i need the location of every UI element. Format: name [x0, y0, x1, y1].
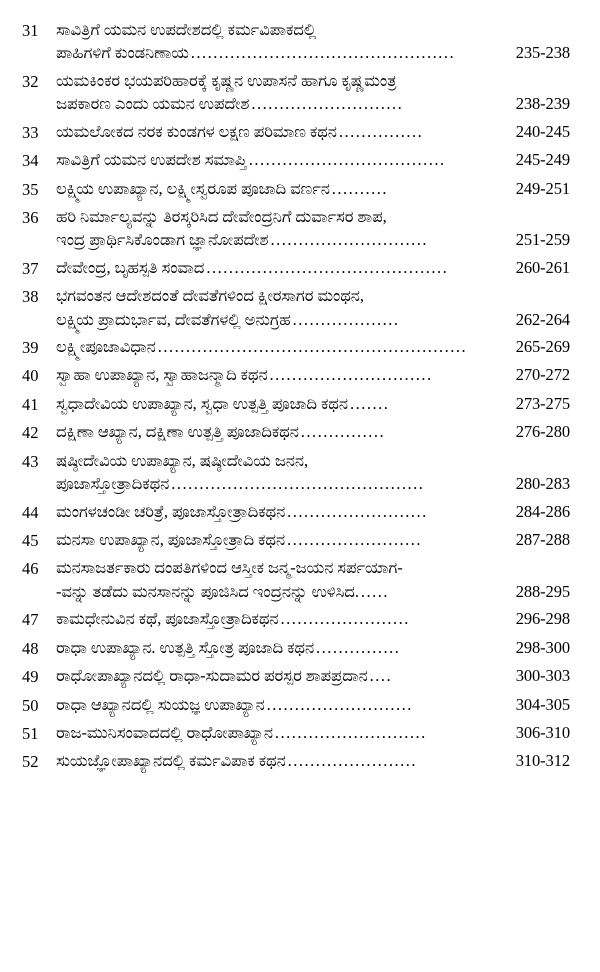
toc-entry-number: 38 [22, 287, 39, 307]
toc-entry-number: 52 [22, 752, 39, 772]
toc-entry-title-last-line [56, 335, 570, 358]
toc-entry[interactable] [22, 69, 570, 116]
toc-leader-dots: ............................................... [190, 43, 456, 63]
toc-entry-title-last-line [56, 528, 570, 551]
toc-entry-number: 49 [22, 667, 39, 687]
toc-entry-number: 47 [22, 610, 39, 630]
toc-entry-body [56, 420, 570, 443]
toc-entry-body [56, 636, 570, 659]
toc-entry-title-text: ಸುಯಜ್ಞೋಪಾಖ್ಯಾನದಲ್ಲಿ ಕರ್ಮವಿಪಾಕ ಕಥನ [56, 751, 286, 771]
toc-entry[interactable] [22, 177, 570, 201]
toc-entry-title-text: ರಾಧಾ ಆಖ್ಯಾನದಲ್ಲಿ ಸುಯಜ್ಞ ಉಪಾಖ್ಯಾನ [56, 694, 265, 714]
toc-entry-title-last-line [56, 308, 570, 331]
toc-entry-page-range: 310-312 [515, 751, 570, 771]
toc-entry-number: 51 [22, 723, 39, 743]
toc-entry-title-last-line [56, 363, 570, 386]
toc-leader-dots: ....................... [280, 609, 410, 629]
toc-entry-body [56, 148, 570, 171]
toc-entry-number: 31 [22, 21, 39, 40]
toc-entry-page-range: 284-286 [515, 501, 570, 521]
toc-entry[interactable] [22, 556, 570, 603]
toc-entry-body [56, 335, 570, 358]
toc-entry-body [56, 363, 570, 386]
toc-entry-title-last-line [56, 472, 570, 495]
toc-entry-page-range: 235-238 [515, 43, 570, 63]
toc-entry-title-text: ರಾಜ-ಮುನಿಸಂವಾದದಲ್ಲಿ ರಾಧೋಪಾಖ್ಯಾನ [56, 722, 273, 742]
toc-entry-body [56, 556, 570, 603]
toc-entry[interactable] [22, 449, 570, 496]
toc-entry-title-line: ಮನಸಾಜರ್ತಕಾರು ದಂಪತಿಗಳಿಂದ ಆಸ್ತೀಕ ಜನ್ಮ-ಜಯನ ಸರ್ಪಯಾಗ- [56, 558, 403, 578]
toc-entry-title-text: ಇಂದ್ರ ಪ್ರಾರ್ಥಿಸಿಕೊಂಡಾಗ ಜ್ಞಾನೋಪದೇಶ [56, 230, 269, 250]
toc-entry-page-range: 296-298 [515, 609, 570, 629]
toc-entry-title-text: ಪೂಜಾಸ್ತೋತ್ರಾದಿಕಥನ [56, 474, 170, 494]
toc-entry-body [56, 449, 570, 496]
toc-entry-body [56, 256, 570, 279]
toc-entry-title-line: ಯಮಕಿಂಕರ ಭಯಪರಿಹಾರಕ್ಕೆ ಕೃಷ್ಣನ ಉಪಾಸನೆ ಹಾಗೂ ಕೃಷ್ಣಮಂತ್ರ [56, 70, 397, 90]
toc-entry-number: 44 [22, 502, 39, 522]
toc-entry-number: 33 [22, 122, 39, 142]
toc-leader-dots: ....... [349, 393, 390, 413]
toc-entry-page-range: 260-261 [515, 257, 570, 277]
toc-entry-page-range: 238-239 [515, 94, 570, 114]
toc-entry-title-last-line [56, 664, 570, 687]
toc-entry-page-range: 249-251 [515, 178, 570, 198]
toc-entry[interactable] [22, 528, 570, 552]
toc-entry-title-last-line [56, 693, 570, 716]
toc-entry-number: 45 [22, 531, 39, 551]
toc-entry[interactable] [22, 636, 570, 660]
toc-entry-title-line: ಷಷ್ಠೀದೇವಿಯ ಉಪಾಖ್ಯಾನ, ಷಷ್ಠೀದೇವಿಯ ಜನನ, [56, 450, 308, 470]
toc-entry-page-range: 280-283 [515, 474, 570, 494]
toc-entry-title-text: ಕಾಮಧೇನುವಿನ ಕಥೆ, ಪೂಜಾಸ್ತೋತ್ರಾದಿಕಥನ [56, 609, 279, 629]
toc-entry[interactable] [22, 693, 570, 717]
toc-entry[interactable] [22, 500, 570, 524]
toc-entry-number: 34 [22, 151, 39, 171]
toc-entry-title-last-line [56, 228, 570, 251]
toc-entry-body [56, 500, 570, 523]
toc-entry[interactable] [22, 664, 570, 688]
toc-entry[interactable] [22, 420, 570, 444]
toc-entry-page-range: 300-303 [515, 666, 570, 686]
toc-entry[interactable] [22, 721, 570, 745]
toc-entry-title-last-line [56, 256, 570, 279]
toc-entry-body [56, 693, 570, 716]
toc-entry-title-last-line [56, 500, 570, 523]
toc-entry-body [56, 177, 570, 200]
toc-entry-title-last-line [56, 749, 570, 772]
toc-leader-dots: ......................... [287, 501, 428, 521]
toc-entry-title-last-line [56, 92, 570, 115]
toc-entry-number: 32 [22, 71, 39, 91]
toc-entry-page-range: 245-249 [515, 150, 570, 170]
toc-entry-title-text: ಯಮಲೋಕದ ನರಕ ಕುಂಡಗಳ ಲಕ್ಷಣ ಪರಿಮಾಣ ಕಥನ [56, 121, 337, 141]
toc-entry[interactable] [22, 607, 570, 631]
toc-entry[interactable] [22, 256, 570, 280]
toc-entry[interactable] [22, 18, 570, 65]
toc-entry[interactable] [22, 335, 570, 359]
toc-entry-title-last-line [56, 177, 570, 200]
toc-entry-page-range: 251-259 [515, 230, 570, 250]
toc-entry-title-text: ಲಕ್ಷ್ಮಿಯ ಪ್ರಾದುರ್ಭಾವ, ದೇವತೆಗಳಲ್ಲಿ ಅನುಗ್ರಹ [56, 309, 291, 329]
toc-entry-number: 50 [22, 695, 39, 715]
toc-entry-number: 40 [22, 366, 39, 386]
toc-entry[interactable] [22, 749, 570, 773]
toc-entry-body [56, 749, 570, 772]
toc-entry-title-text: ಲಕ್ಷ್ಮೀಪೂಜಾವಿಧಾನ [56, 337, 156, 357]
toc-entry-body [56, 69, 570, 116]
toc-entry-title-last-line [56, 636, 570, 659]
toc-entry-title-last-line [56, 420, 570, 443]
toc-entry-number: 41 [22, 394, 39, 414]
toc-entry-title-text: ದಕ್ಷಿಣಾ ಆಖ್ಯಾನ, ದಕ್ಷಿಣಾ ಉತ್ಪತ್ತಿ ಪೂಜಾದಿಕಥನ [56, 422, 299, 442]
toc-entry-title-text: ಸಾವಿತ್ರಿಗೆ ಯಮನ ಉಪದೇಶ ಸಮಾಪ್ತಿ [56, 150, 247, 170]
toc-entry[interactable] [22, 120, 570, 144]
toc-entry-body [56, 664, 570, 687]
toc-leader-dots: ........................... [274, 722, 427, 742]
toc-entry-title-line: ಸಾವಿತ್ರಿಗೆ ಯಮನ ಉಪದೇಶದಲ್ಲಿ ಕರ್ಮವಿಪಾಕದಲ್ಲಿ [56, 20, 317, 39]
toc-entry-number: 37 [22, 258, 39, 278]
toc-entry[interactable] [22, 284, 570, 331]
toc-entry-title-last-line [56, 148, 570, 171]
toc-entry[interactable] [22, 363, 570, 387]
toc-entry[interactable] [22, 392, 570, 416]
toc-entry-title-text: -ವನ್ನು ತಡೆದು ಮನಸಾನನ್ನು ಪೂಜಿಸಿದ ಇಂದ್ರನನ್ನು ಉಳಿಸಿದ. [56, 581, 359, 601]
toc-leader-dots: ................... [292, 309, 400, 329]
toc-entry-page-range: 304-305 [515, 694, 570, 714]
toc-entry-body [56, 528, 570, 551]
toc-entry-page-range: 265-269 [515, 337, 570, 357]
toc-entry-body [56, 392, 570, 415]
toc-entry-page-range: 287-288 [515, 530, 570, 550]
toc-entry-number: 36 [22, 207, 39, 227]
toc-leader-dots: ............... [338, 121, 424, 141]
toc-entry-body [56, 120, 570, 143]
toc-entry-title-text: ಸ್ವಧಾದೇವಿಯ ಉಪಾಖ್ಯಾನ, ಸ್ವಧಾ ಉತ್ಪತ್ತಿ ಪೂಜಾದಿ ಕಥನ [56, 393, 348, 413]
toc-entry-title-text: ಮನಸಾ ಉಪಾಖ್ಯಾನ, ಪೂಜಾಸ್ತೋತ್ರಾದಿ ಕಥನ [56, 530, 286, 550]
toc-entry-number: 46 [22, 559, 39, 579]
toc-list [22, 18, 570, 774]
toc-entry-page-range: 298-300 [515, 637, 570, 657]
toc-entry-number: 42 [22, 423, 39, 443]
toc-leader-dots: ....................... [287, 751, 418, 771]
toc-entry-title-text: ರಾಧೋಪಾಖ್ಯಾನದಲ್ಲಿ ರಾಧಾ-ಸುದಾಮರ ಪರಸ್ಪರ ಶಾಪಪ್ರದಾನ [56, 666, 368, 686]
toc-entry-number: 39 [22, 338, 39, 358]
toc-leader-dots: ........................ [287, 530, 423, 550]
toc-entry-page-range: 262-264 [515, 309, 570, 329]
toc-entry-number: 43 [22, 451, 39, 471]
toc-entry-title-last-line [56, 721, 570, 744]
toc-leader-dots: ................................... [248, 150, 446, 170]
toc-leader-dots: ............... [300, 422, 386, 442]
toc-entry-page-range: 276-280 [515, 422, 570, 442]
toc-entry-title-text: ದೇವೇಂದ್ರ, ಬೃಹಸ್ಪತಿ ಸಂವಾದ [56, 257, 205, 277]
toc-entry-title-line: ಭಗವಂತನ ಆದೇಶದಂತೆ ದೇವತೆಗಳಿಂದ ಕ್ಷೀರಸಾಗರ ಮಂಥನ, [56, 286, 364, 306]
toc-entry-page-range: 240-245 [515, 121, 570, 141]
toc-entry-title-text: ಲಕ್ಷ್ಮಿಯ ಉಪಾಖ್ಯಾನ, ಲಕ್ಷ್ಮೀಸ್ವರೂಪ ಪೂಜಾದಿ ವರ್ಣನ [56, 178, 330, 198]
toc-entry-title-text: ಸ್ವಾಹಾ ಉಪಾಖ್ಯಾನ, ಸ್ವಾಹಾಜನ್ಮಾದಿ ಕಥನ [56, 365, 268, 385]
toc-entry-number: 48 [22, 638, 39, 658]
toc-leader-dots: .......... [331, 178, 389, 198]
toc-entry-body [56, 721, 570, 744]
toc-entry-title-last-line [56, 120, 570, 143]
toc-entry-page-range: 288-295 [515, 581, 570, 601]
toc-leader-dots: .......................... [266, 694, 413, 714]
toc-leader-dots: ............................................. [171, 474, 425, 494]
toc-entry-page-range: 273-275 [515, 393, 570, 413]
toc-entry-title-last-line [56, 580, 570, 603]
toc-leader-dots: ........................................... [206, 257, 449, 277]
toc-entry-title-text: ಮಂಗಳಚಂಡೀ ಚರಿತ್ರೆ, ಪೂಜಾಸ್ತೋತ್ರಾದಿಕಥನ [56, 501, 286, 521]
toc-entry-title-text: ಪಾಹಿಗಳಿಗೆ ಕುಂಡನಿಣಾಯ [56, 43, 189, 63]
toc-entry-title-text: ಜಪಕಾರಣ ಎಂದು ಯಮನ ಉಪದೇಶ [56, 94, 250, 114]
toc-entry-title-last-line [56, 607, 570, 630]
toc-entry-title-last-line [56, 392, 570, 415]
toc-leader-dots: .... [369, 666, 393, 686]
toc-entry[interactable] [22, 148, 570, 172]
toc-entry-title-text: ರಾಧಾ ಉಪಾಖ್ಯಾನ. ಉತ್ಪತ್ತಿ ಸ್ತೋತ್ರ ಪೂಜಾದಿ ಕಥನ [56, 637, 315, 657]
toc-leader-dots: ....................................................... [157, 337, 468, 357]
toc-entry-page-range: 270-272 [515, 365, 570, 385]
toc-entry-title-line: ಹರಿ ನಿರ್ಮಾಲ್ಯವನ್ನು ತಿರಸ್ಕರಿಸಿದ ದೇವೇಂದ್ರನಿಗೆ ದುರ್ವಾಸರ ಶಾಪ, [56, 206, 387, 226]
toc-entry-body [56, 205, 570, 252]
toc-leader-dots: ............................ [270, 230, 428, 250]
toc-leader-dots: ..... [360, 581, 390, 601]
toc-entry-body [56, 284, 570, 331]
toc-entry-number: 35 [22, 179, 39, 199]
toc-entry-body [56, 607, 570, 630]
toc-entry-body [56, 18, 570, 65]
toc-entry[interactable] [22, 205, 570, 252]
toc-leader-dots: ............................. [269, 365, 433, 385]
toc-leader-dots: ............... [316, 637, 401, 657]
toc-entry-page-range: 306-310 [515, 722, 570, 742]
toc-leader-dots: ........................... [251, 94, 404, 114]
toc-entry-title-last-line [56, 41, 570, 64]
